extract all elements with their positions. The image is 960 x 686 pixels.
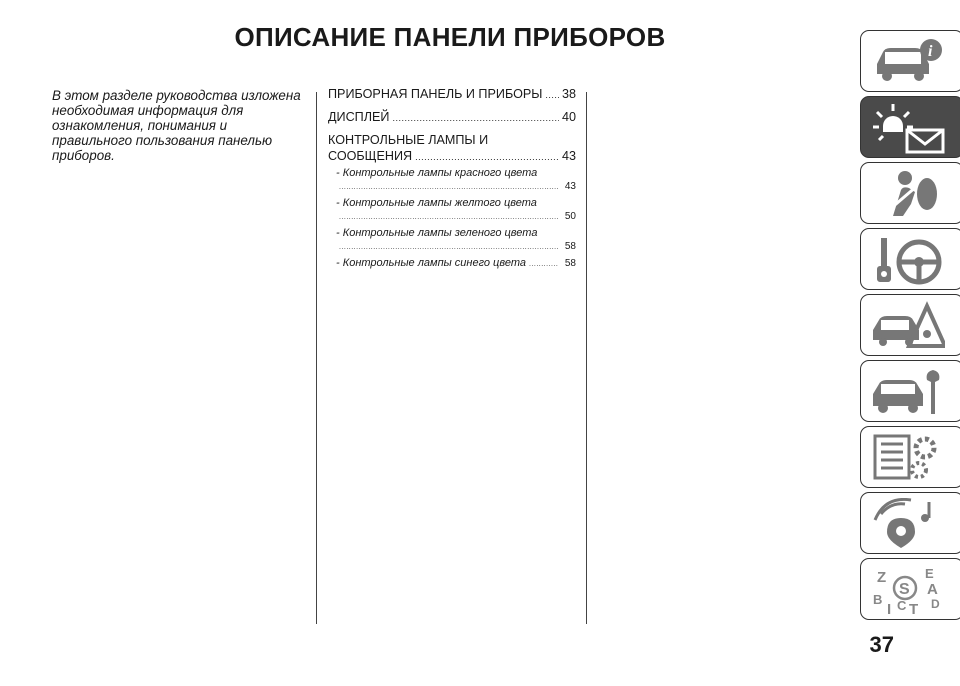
toc-leader-dots — [529, 258, 559, 271]
index-letter: E — [925, 566, 934, 581]
toc-leader-dots — [339, 211, 559, 224]
column-divider — [586, 92, 587, 624]
toc-subitem[interactable] — [336, 227, 576, 254]
car-warning-triangle-icon — [871, 300, 945, 352]
toc-leader-dots — [339, 181, 559, 194]
page-number: 37 — [869, 632, 894, 657]
tab-starting-driving[interactable] — [860, 228, 960, 290]
toc-subitem-page: 43 — [564, 181, 576, 192]
toc-subitem[interactable] — [336, 167, 576, 194]
toc-leader-dots — [392, 110, 559, 126]
index-letter: B — [873, 592, 883, 607]
intro-line: ознакомления, понимания и — [52, 118, 228, 133]
intro-line: правильного пользования панелью — [52, 133, 273, 148]
intro-line: В этом разделе руководства изложена — [52, 88, 301, 103]
toc-item-page: 43 — [561, 149, 576, 163]
specs-gear-icon — [871, 432, 945, 484]
intro-text — [52, 88, 302, 163]
toc-subitem-label: - Контрольные лампы синего цвета — [336, 257, 526, 269]
toc-subitem[interactable] — [336, 257, 576, 271]
toc-subitem-label: - Контрольные лампы зеленого цвета — [336, 227, 538, 239]
toc-item[interactable] — [328, 86, 576, 103]
tab-multimedia[interactable] — [860, 492, 960, 554]
tab-index[interactable] — [860, 558, 960, 620]
tab-safety[interactable] — [860, 162, 960, 224]
column-divider — [316, 92, 317, 624]
tab-technical-data[interactable] — [860, 426, 960, 488]
toc-item-page: 40 — [561, 110, 576, 124]
toc-item[interactable] — [328, 109, 576, 126]
table-of-contents — [328, 86, 576, 274]
toc-item-label: ПРИБОРНАЯ ПАНЕЛЬ И ПРИБОРЫ — [328, 87, 543, 101]
svg-text:i: i — [928, 43, 933, 60]
car-info-icon — [871, 36, 945, 88]
toc-item[interactable] — [328, 132, 576, 165]
intro-line: необходимая информация для — [52, 103, 244, 118]
toc-subitem-page: 58 — [564, 241, 576, 252]
intro-line: приборов. — [52, 148, 115, 163]
index-letter: A — [927, 581, 938, 598]
toc-item-label: СООБЩЕНИЯ — [328, 149, 413, 163]
index-letter: I — [887, 601, 892, 616]
toc-subitem-label: - Контрольные лампы красного цвета — [336, 167, 538, 179]
toc-subitem[interactable] — [336, 197, 576, 224]
toc-leader-dots — [415, 149, 559, 165]
tab-instrument-panel[interactable] — [860, 96, 960, 158]
index-letter: Z — [877, 569, 887, 586]
toc-item-label-line1: КОНТРОЛЬНЫЕ ЛАМПЫ И — [328, 133, 489, 147]
tab-emergency[interactable] — [860, 294, 960, 356]
tab-maintenance[interactable] — [860, 360, 960, 422]
toc-item-label: ДИСПЛЕЙ — [328, 110, 390, 124]
airbag-seatbelt-icon — [871, 168, 945, 220]
tab-vehicle-info[interactable] — [860, 30, 960, 92]
key-steering-wheel-icon — [871, 234, 945, 286]
toc-subitem-page: 50 — [564, 211, 576, 222]
toc-item-page: 38 — [561, 87, 576, 101]
index-letter: T — [909, 601, 919, 616]
toc-subitem-label: - Контрольные лампы желтого цвета — [336, 197, 537, 209]
warning-light-message-icon — [871, 102, 945, 154]
toc-leader-dots — [545, 87, 559, 103]
page-title: ОПИСАНИЕ ПАНЕЛИ ПРИБОРОВ — [234, 22, 666, 52]
index-letter: D — [931, 597, 940, 611]
car-wrench-icon — [871, 366, 945, 418]
index-letter: C — [897, 598, 907, 613]
audio-navigation-icon — [871, 498, 945, 550]
alphabetical-index-icon — [871, 564, 945, 616]
index-letter: S — [899, 581, 910, 598]
toc-leader-dots — [339, 241, 559, 254]
toc-subitem-page: 58 — [564, 258, 576, 269]
